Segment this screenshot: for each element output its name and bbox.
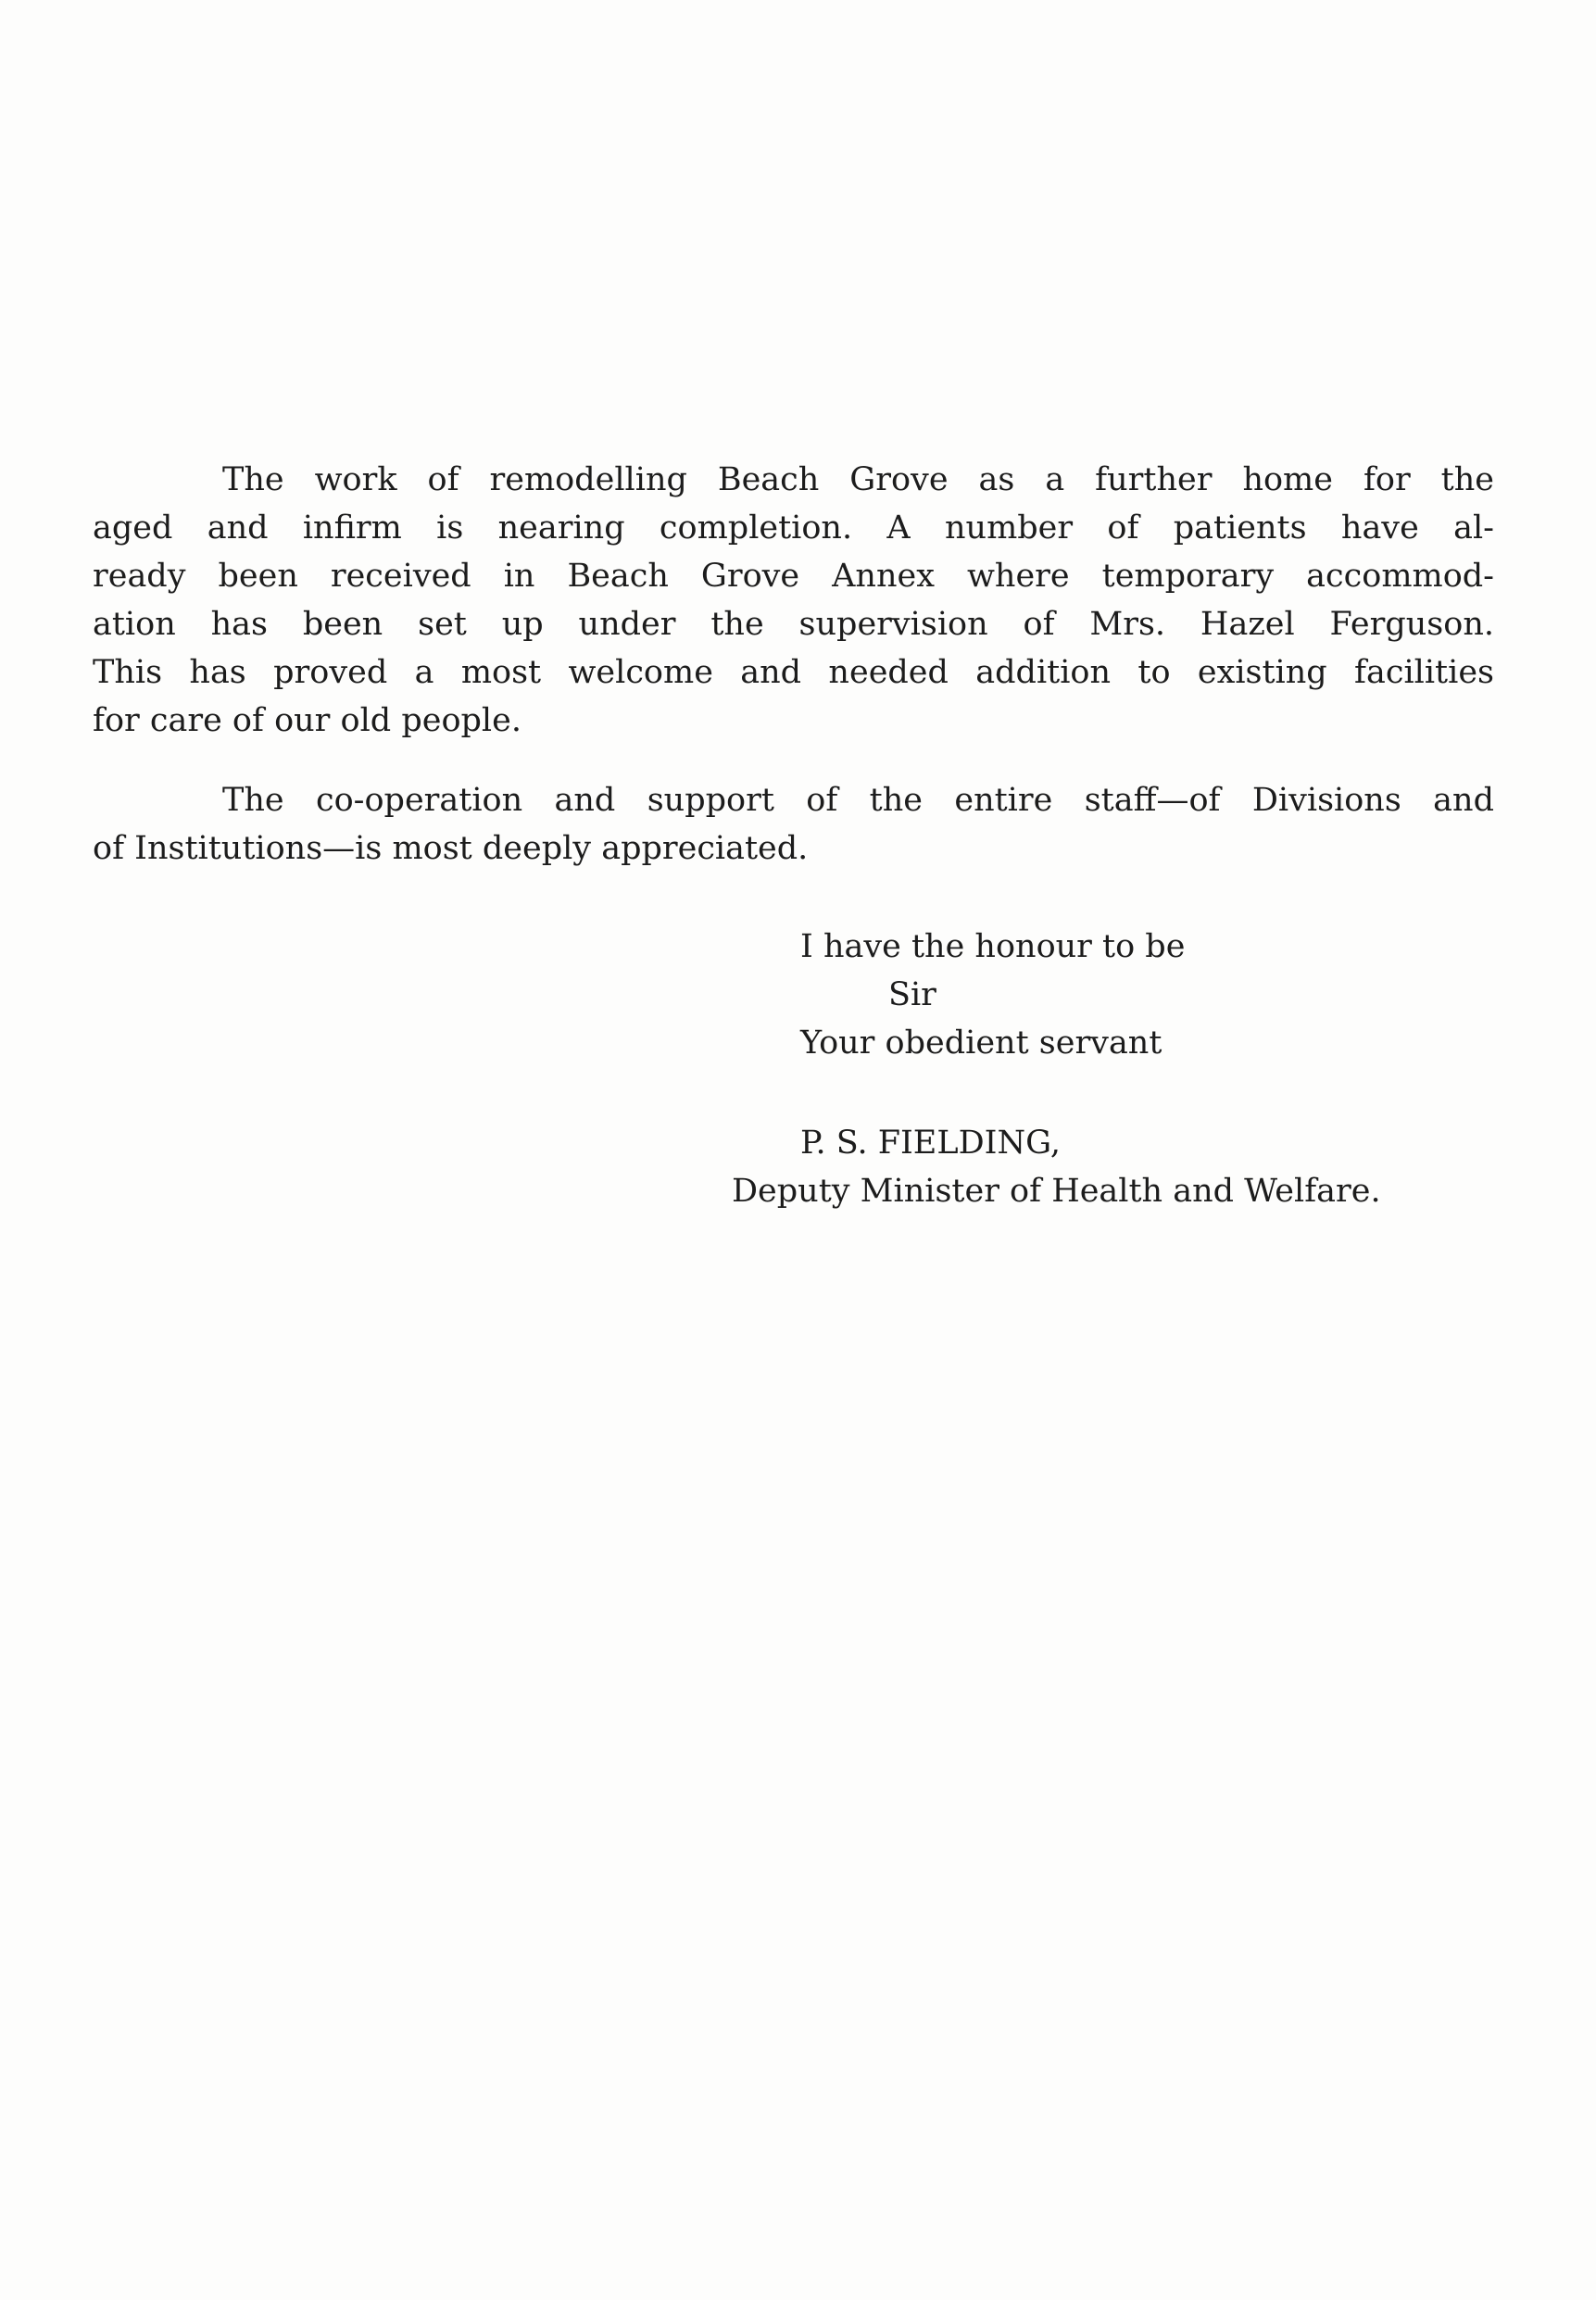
paragraph-line: of Institutions—is most deeply appreciated. — [93, 830, 809, 867]
paragraph-line: ation has been set up under the supervision of Mrs. Hazel Ferguson. — [93, 606, 1494, 643]
paragraph-staff-appreciation — [93, 776, 1494, 873]
paragraph-line: The work of remodelling Beach Grove as a further home for the — [222, 461, 1494, 498]
paragraph-beach-grove — [93, 456, 1494, 745]
closing-line-sir: Sir — [888, 976, 936, 1013]
signatory-name: P. S. FIELDING, — [800, 1125, 1061, 1162]
signature-block — [732, 1119, 1381, 1215]
closing-line-honour: I have the honour to be — [800, 928, 1186, 965]
paragraph-line: The co-operation and support of the entire staff—of Divisions and — [222, 782, 1494, 819]
paragraph-line: This has proved a most welcome and needed addition to existing facilities — [93, 654, 1494, 691]
paragraph-line: for care of our old people. — [93, 702, 522, 739]
closing-block — [800, 923, 1185, 1067]
closing-line-servant: Your obedient servant — [800, 1024, 1162, 1062]
paragraph-line: ready been received in Beach Grove Annex where temporary accommod- — [93, 558, 1494, 595]
signatory-title: Deputy Minister of Health and Welfare. — [732, 1173, 1381, 1210]
paragraph-line: aged and infirm is nearing completion. A number of patients have al- — [93, 509, 1494, 547]
letter-body — [93, 456, 1494, 873]
